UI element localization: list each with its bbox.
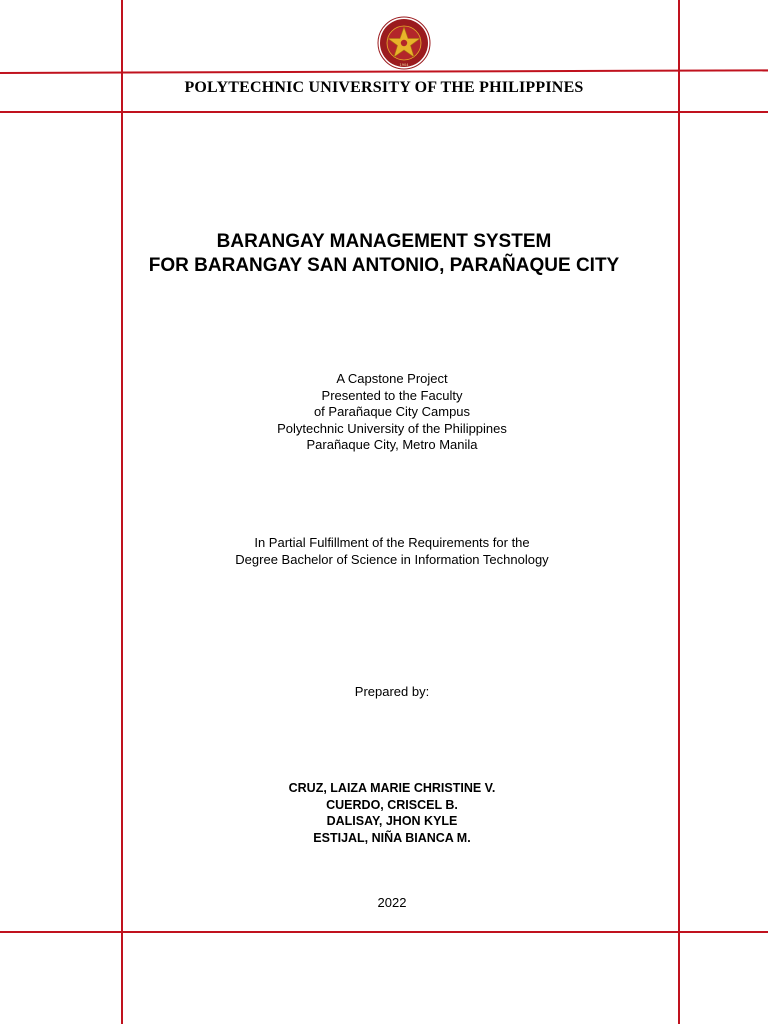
left-margin-rule: [121, 0, 123, 1024]
author-name: CRUZ, LAIZA MARIE CHRISTINE V.: [288, 781, 496, 795]
author-name: CUERDO, CRISCEL B.: [326, 797, 458, 812]
seal-year: 1904: [399, 63, 409, 67]
header-rule: [0, 111, 768, 113]
presentation-line: Presented to the Faculty: [321, 387, 463, 403]
author-name: DALISAY, JHON KYLE: [326, 814, 458, 828]
presentation-line: Polytechnic University of the Philippines: [277, 420, 507, 436]
prepared-by-label: Prepared by:: [354, 684, 430, 699]
bottom-rule: [0, 931, 768, 933]
publication-year: 2022: [377, 895, 407, 910]
project-title-line-2: FOR BARANGAY SAN ANTONIO, PARAÑAQUE CITY: [148, 255, 620, 276]
fulfillment-block: [0, 535, 768, 568]
project-title-line-1: BARANGAY MANAGEMENT SYSTEM: [216, 231, 552, 252]
top-rule: [0, 69, 768, 74]
fulfillment-line: In Partial Fulfillment of the Requirements for the: [254, 535, 530, 550]
university-name: POLYTECHNIC UNIVERSITY OF THE PHILIPPINES: [184, 79, 584, 96]
author-name: ESTIJAL, NIÑA BIANCA M.: [313, 830, 471, 845]
pup-seal-icon: [377, 16, 431, 70]
presentation-block: [0, 371, 768, 454]
presentation-line: of Parañaque City Campus: [313, 404, 471, 419]
presentation-line: A Capstone Project: [336, 371, 448, 386]
presentation-line: Parañaque City, Metro Manila: [306, 437, 478, 452]
right-margin-rule: [678, 0, 680, 1024]
fulfillment-line: Degree Bachelor of Science in Information Technology: [235, 551, 549, 567]
author-list: [0, 780, 768, 846]
